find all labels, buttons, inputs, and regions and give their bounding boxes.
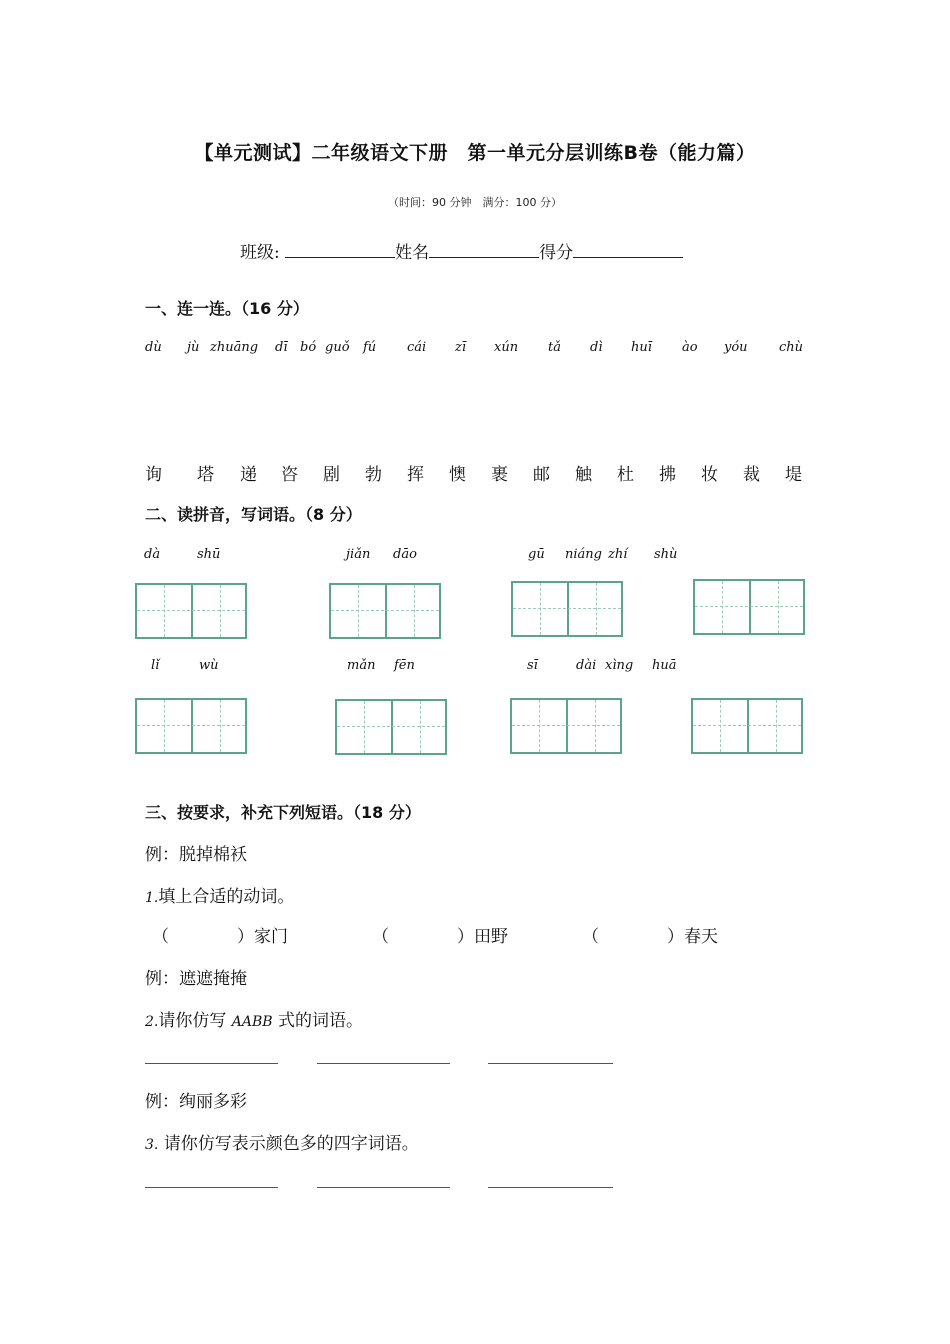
char-item[interactable]: 懊 (449, 465, 466, 485)
pinyin-item: dī (275, 340, 288, 355)
tian-grid-box[interactable] (329, 583, 441, 639)
fill-item[interactable]: （ ）田野 (372, 927, 508, 947)
char-item[interactable]: 邮 (533, 465, 550, 485)
tian-grid-box[interactable] (691, 698, 803, 754)
score-blank[interactable] (573, 241, 683, 258)
section1-heading: 一、连一连。（16 分） (145, 299, 309, 318)
answer-line[interactable] (145, 1187, 278, 1188)
char-item[interactable]: 杜 (617, 465, 634, 485)
fill-item[interactable]: （ ）家门 (152, 927, 288, 947)
pinyin-label: shù (654, 547, 678, 562)
name-label: 姓名 (395, 243, 430, 263)
answer-line[interactable] (488, 1187, 613, 1188)
pinyin-label: gū (528, 547, 545, 562)
pinyin-item: jù (187, 340, 200, 355)
pinyin-item: ào (682, 340, 698, 355)
section3-heading: 三、按要求，补充下列短语。（18 分） (145, 803, 421, 822)
pinyin-label: dāo (393, 547, 417, 562)
pinyin-item: bó (300, 340, 317, 355)
pinyin-item: zhuāng (210, 340, 259, 355)
char-item[interactable]: 触 (575, 465, 592, 485)
tian-grid-box[interactable] (511, 581, 623, 637)
pinyin-item: dù (145, 340, 162, 355)
pinyin-label: mǎn (347, 658, 376, 673)
answer-line[interactable] (317, 1063, 450, 1064)
tian-grid-box[interactable] (135, 583, 247, 639)
answer-line[interactable] (145, 1063, 278, 1064)
pinyin-item: huī (631, 340, 652, 355)
pinyin-label: dài (576, 658, 597, 673)
score-label: 得分 (539, 243, 574, 263)
question-number: 3. (145, 1137, 159, 1153)
question-3 (145, 1129, 419, 1154)
char-item[interactable]: 拂 (659, 465, 676, 485)
char-item[interactable]: 塔 (197, 465, 214, 485)
example-3: 例：绚丽多彩 (145, 1092, 247, 1112)
name-blank[interactable] (429, 241, 539, 258)
pinyin-label: huā (652, 658, 677, 673)
char-item[interactable]: 递 (240, 465, 257, 485)
class-blank[interactable] (285, 241, 395, 258)
question-text: 填上合适的动词。 (158, 887, 295, 907)
fill-item[interactable]: （ ）春天 (582, 927, 718, 947)
tian-grid-box[interactable] (135, 698, 247, 754)
pinyin-item: guǒ (325, 340, 350, 355)
pinyin-item: cái (407, 340, 427, 355)
pinyin-item: tǎ (548, 340, 561, 355)
exam-meta: （时间：90 分钟 满分：100 分） (388, 196, 562, 209)
char-item[interactable]: 堤 (785, 465, 802, 485)
pinyin-item: yóu (724, 340, 748, 355)
char-item[interactable]: 裁 (743, 465, 760, 485)
char-item[interactable]: 剧 (323, 465, 340, 485)
pinyin-label: zhí (608, 547, 628, 562)
class-label: 班级: (240, 243, 280, 263)
char-item[interactable]: 裹 (491, 465, 508, 485)
char-item[interactable]: 询 (145, 465, 162, 485)
pinyin-item: zī (455, 340, 467, 355)
question-number: 2. (145, 1014, 159, 1030)
tian-grid-box[interactable] (693, 579, 805, 635)
pinyin-label: dà (144, 547, 161, 562)
answer-line[interactable] (488, 1063, 613, 1064)
answer-line[interactable] (317, 1187, 450, 1188)
pinyin-item: xún (494, 340, 519, 355)
char-item[interactable]: 勃 (365, 465, 382, 485)
pinyin-item: dì (590, 340, 603, 355)
pinyin-label: xìng (605, 658, 634, 673)
pinyin-label: wù (199, 658, 219, 673)
example-2: 例：遮遮掩掩 (145, 969, 247, 989)
pinyin-label: lǐ (151, 658, 160, 673)
student-info (240, 238, 683, 263)
char-item[interactable]: 挥 (407, 465, 424, 485)
char-item[interactable]: 咨 (281, 465, 298, 485)
example-1: 例：脱掉棉袄 (145, 845, 247, 865)
question-2 (145, 1006, 363, 1031)
tian-grid-box[interactable] (510, 698, 622, 754)
pinyin-label: jiǎn (346, 547, 371, 562)
aabb-pattern: AABB (231, 1014, 273, 1030)
pinyin-label: fēn (394, 658, 415, 673)
question-text: 请你仿写表示颜色多的四字词语。 (158, 1134, 419, 1154)
question-text: 请你仿写 (158, 1011, 232, 1031)
section2-heading: 二、读拼音，写词语。（8 分） (145, 505, 362, 524)
pinyin-item: fú (363, 340, 377, 355)
question-text: 式的词语。 (272, 1011, 363, 1031)
pinyin-label: niáng (565, 547, 602, 562)
pinyin-label: shū (197, 547, 221, 562)
question-1 (145, 882, 294, 907)
question-number: 1. (145, 890, 159, 906)
pinyin-item: chù (779, 340, 804, 355)
pinyin-label: sī (527, 658, 538, 673)
page-title: 【单元测试】二年级语文下册 第一单元分层训练B卷（能力篇） (194, 142, 756, 164)
tian-grid-box[interactable] (335, 699, 447, 755)
char-item[interactable]: 妆 (701, 465, 718, 485)
